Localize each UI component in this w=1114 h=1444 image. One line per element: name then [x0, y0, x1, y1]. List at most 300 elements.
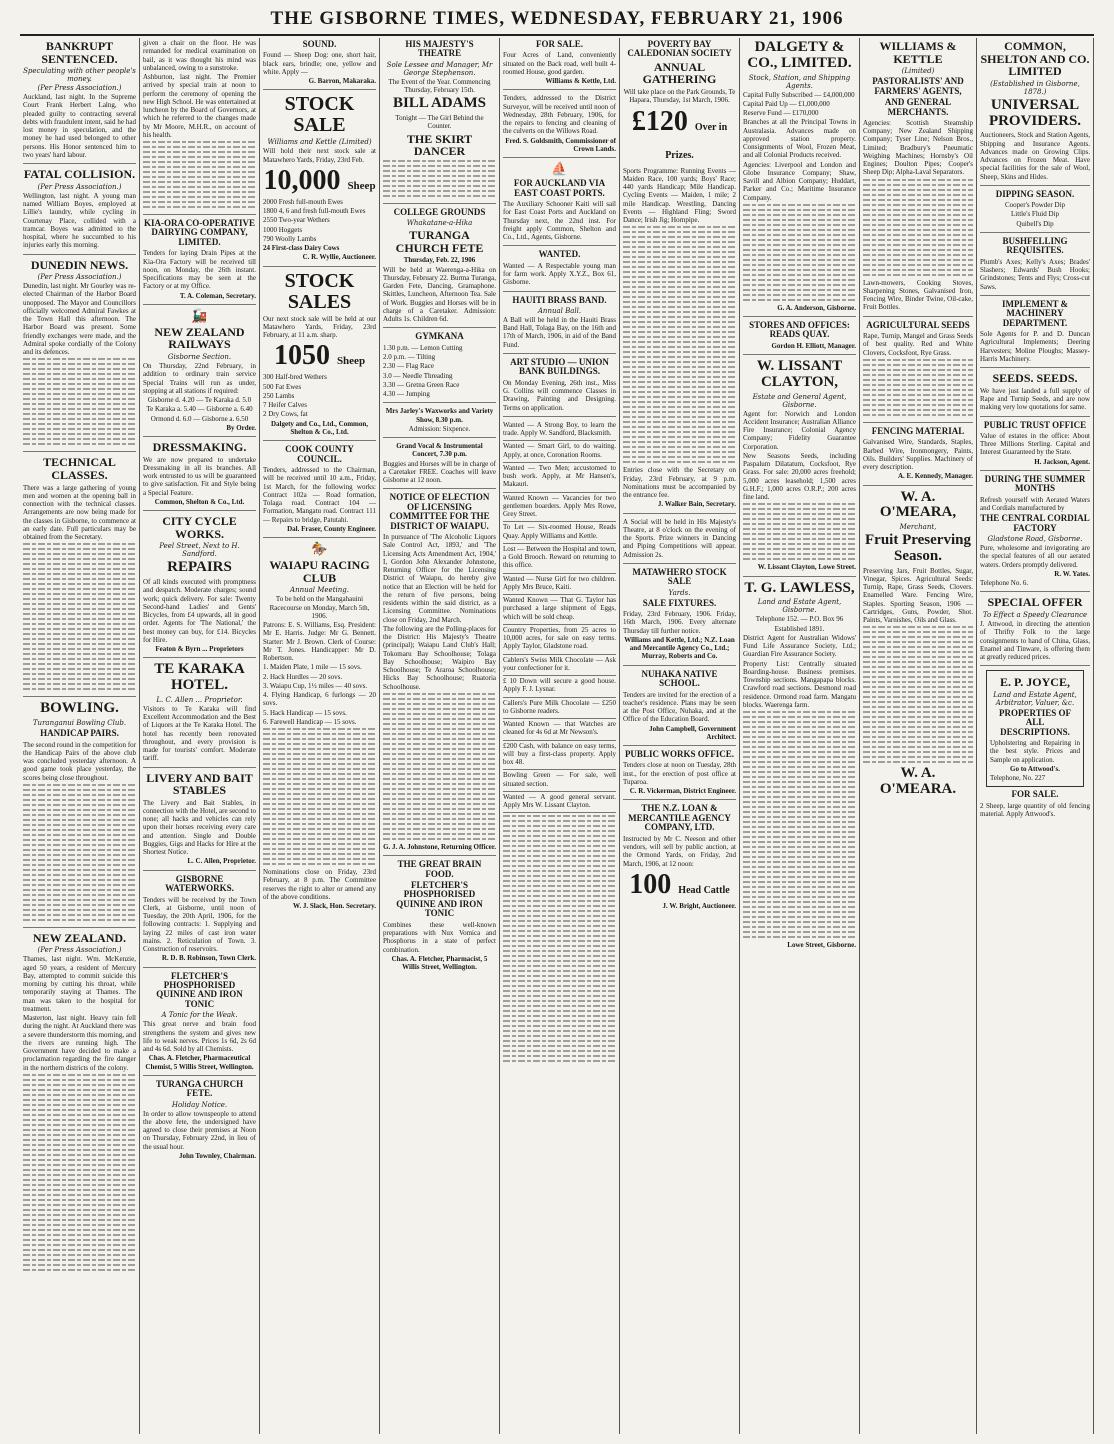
column-1 — [20, 38, 140, 1434]
ad-title: NEW ZEALAND RAILWAYS — [154, 324, 245, 352]
ad-signature: Dal. Fraser, County Engineer. — [287, 524, 376, 533]
williams-kettle-ad — [863, 40, 973, 317]
article-body: given a chair on the floor. He was remanded for medical examination on bail, as it was thought his mind was unbalanced, owing to a sunstroke. — [143, 39, 256, 72]
ad-title: PUBLIC TRUST OFFICE — [983, 419, 1087, 430]
karaka-hotel-ad — [143, 662, 256, 767]
race-event: 5. Hack Handicap — 15 sovs. — [263, 708, 347, 717]
headline: BOWLING. — [40, 700, 119, 717]
county-council-ad — [263, 445, 376, 538]
election-notice — [383, 493, 496, 856]
livery-stables-ad — [143, 772, 256, 871]
common-shelton-ad — [980, 40, 1090, 186]
newspaper-title: THE GISBORNE TIMES, WEDNESDAY, FEBRUARY 21, 1906 — [270, 8, 844, 29]
ad-title: KIA-ORA CO-OPERATIVE DAIRYING COMPANY, LIMITED. — [143, 218, 256, 247]
headline: TECHNICAL CLASSES. — [43, 455, 116, 482]
text-lines — [23, 358, 136, 445]
article-body-2: Ashburton, last night. The Premier arrived by special train at noon to perform the ceremony of opening the new High School. He was entertained at luncheon by the Board of Governors, at which he referred to the changes made by Mr Moore, M.H.R., on account of his health. — [143, 73, 256, 139]
text-lines — [743, 711, 856, 938]
ad-body: On Monday Evening, 26th inst., Miss G. Collins will commence Classes in Drawing, Painting and Designing. Terms on application. — [503, 378, 616, 412]
ad-body: Wanted — A Respectable young man for farm work. Apply X.Y.Z., Box 61, Gisborne. — [503, 261, 616, 287]
bankrupt-article — [23, 40, 136, 164]
ad-signature: Chas. A. Fletcher, Pharmacist, 5 Willis Street, Wellington. — [391, 954, 488, 971]
ad-title: COOK COUNTY COUNCIL. — [285, 444, 354, 464]
ad-title: Grand Vocal & Instrumental Concert, 7.30 p.m. — [396, 442, 483, 459]
race-event: 6. Farewell Handicap — 15 sovs. — [263, 717, 357, 726]
ad-title: LIVERY AND BAIT STABLES — [146, 770, 253, 798]
count-unit: Sheep — [336, 355, 366, 368]
brass-band-ad — [503, 296, 616, 354]
ad-body: Tenders will be received by the Town Clerk, at Gisborne, until noon of Tuesday, the 20th April, 1906, for the following contracts: 1. Supplying and laying 22 miles of cast iron water mains. 2. Reticulation of Town. 3. Construction of reservoirs. — [143, 895, 256, 954]
ad-title: TE KARAKA HOTEL. — [154, 661, 245, 694]
social-notice — [623, 518, 736, 564]
text-lines — [143, 141, 256, 208]
ad-title: SOUND. — [302, 39, 337, 49]
ad-heading: THE CENTRAL CORDIAL FACTORY — [980, 513, 1090, 533]
classified-ad: Wanted Known — that Watches are cleaned for 4s 6d at Mr Newson's. — [503, 720, 616, 741]
masthead — [20, 8, 1094, 36]
ad-title: T. G. LAWLESS, — [744, 579, 855, 596]
ad-subtitle: Land and Estate Agent, Gisborne. — [757, 598, 842, 615]
ad-signature: Williams and Kettle, Ltd.; N.Z. Loan and Mercantile Agency Co., Ltd.; Murray, Roberts and Co. — [624, 635, 735, 661]
text-lines — [863, 626, 973, 763]
stock-item: 7 Heifer Calves — [263, 401, 307, 410]
ad-body: We have just landed a full supply of Rape and Turnip Seeds, and are now making very low quotations for same. — [980, 386, 1090, 412]
section-title: GYMKANA — [415, 331, 464, 342]
ad-signature: G. A. Anderson, Gisborne. — [777, 303, 856, 312]
ad-body: Auctioneers, Stock and Station Agents, Shipping and Insurance Agents. Advances made on Growing Clips. Advances on Frozen Meat. Have special facilities for the sale of Wool, Sheep, Skins and Hides. — [980, 131, 1090, 181]
ad-body: Will take place on the Park Grounds, Te Hapara, Thursday, 1st March, 1906. — [623, 88, 736, 105]
ad-signature: G. J. A. Johnstone, Returning Officer. — [383, 842, 496, 851]
ad-title: COLLEGE GROUNDS — [393, 206, 486, 217]
art-studio-ad — [503, 358, 616, 417]
ad-title: DIPPING SEASON. — [995, 188, 1075, 199]
seeds-ad — [863, 321, 973, 423]
ad-body: In pursuance of 'The Alcoholic Liquors Sale Control Act, 1893,' and 'The Licensing Acts Amendment Act, 1904,' I, Gordon John Alexander Johnstone, Returning Officer for the Licensing District of Waiapu, do hereby give notice that an Election will be held for the return of five persons, being residents within the said district, as a Licensing Committee. Nominations close on Friday, 2nd March. — [383, 533, 496, 624]
technical-article — [23, 456, 136, 697]
agencies: Agencies: Liverpool and London and Globe Insurance Company; Shaw, Savill and Albion Company; Huddart, Parker and Co.; Maritime Insurance Company. — [743, 160, 856, 202]
ad-subtitle: Merchant, — [899, 523, 937, 532]
classified-ad: Callers's Pure Milk Chocolate — £250 to Gisborne readers. — [503, 699, 616, 720]
ad-body: Rape, Turnip, Mangel and Grass Seeds of best quality. Red and White Clovers, Cocksfoot, Rye Grass. — [863, 332, 973, 357]
ad-subtitle: Gladstone Road, Gisborne. — [987, 535, 1083, 544]
ad-body-2: Tonight — The Girl Behind the Counter. — [395, 114, 484, 131]
ad-heading: FLETCHER'S PHOSPHORISED QUININE AND IRON TONIC — [396, 880, 483, 919]
ad-signature: John Campbell, Government Architect. — [649, 724, 736, 741]
ad-body: Will hold their next stock sale at Matawhero Yards, Friday, 23rd Feb. — [263, 147, 376, 164]
text-lines — [743, 503, 856, 560]
text-lines — [863, 179, 973, 276]
public-trust-ad — [980, 421, 1090, 471]
dip-item: Little's Fluid Dip — [1011, 210, 1059, 219]
column-2 — [140, 38, 260, 1434]
programme-item: 1.30 p.m. — Lemon Cutting — [383, 343, 463, 352]
ad-signature: Chas. A. Fletcher, Pharmaceutical Chemist, 5 Willis Street, Wellington. — [145, 1054, 254, 1071]
racing-club-ad — [263, 542, 376, 914]
church-fete-notice — [143, 1080, 256, 1164]
classified-ad: Country Properties, from 25 acres to 10,000 acres, for sale on easy terms. Apply Taylor, Gladstone road. — [503, 626, 616, 655]
ad-heading: PASTORALISTS' AND FARMERS' AGENTS, — [872, 76, 964, 96]
caledonian-ad — [623, 40, 736, 514]
ad-signature: W. J. Slack, Hon. Secretary. — [292, 902, 376, 910]
fete-date: Thursday, Feb. 22, 1906 — [403, 256, 476, 265]
press-association: (Per Press Association.) — [37, 182, 122, 191]
press-association: (Per Press Association.) — [37, 946, 122, 955]
ad-body: Of all kinds executed with promptness and despatch. Moderate charges; sound work; quick delivery. For sale: Twenty Second-hand Ladies' and Gents' Bicycles, from £4 upwards, all in good order. Agents for 'The National,' the best money can buy, for £14. Bicycles for Hire. — [143, 578, 256, 644]
ad-subtitle: Peel Street, Next to H. Sandford. — [159, 542, 240, 559]
ad-title: PUBLIC WORKS OFFICE. — [624, 749, 735, 759]
ad-body: District Agent for Australian Widows' Fund Life Assurance Society, Ltd.; Guardian Fire Assurance Society. — [743, 633, 856, 659]
ad-body: Galvanised Wire, Standards, Staples, Barbed Wire, Ironmongery, Paints, Oils. Builders' Supplies. Machinery of every description. — [863, 438, 973, 472]
ad-title: E. P. JOYCE, — [1000, 675, 1070, 690]
column-5 — [500, 38, 620, 1434]
dip-item: Cooper's Powder Dip — [1005, 201, 1065, 210]
ad-title: CITY CYCLE WORKS. — [162, 514, 237, 541]
programme-item: 3.0 — Needle Threading — [383, 371, 453, 380]
classified-ad: £200 Cash, with balance on easy terms, will buy a first-class property. Apply box 48. — [503, 742, 616, 771]
count-unit: Sheep — [347, 179, 376, 192]
ad-body: This great nerve and brain food strengthens the system and gives new life to weak nerves. Prices 1s 6d, 2s 6d and 4s 6d. Sold by all Chemists. — [143, 1020, 256, 1054]
ad-title: AGRICULTURAL SEEDS — [866, 319, 970, 330]
ad-body: Value of estates in the office: About Three Millions Sterling. Capital and Interest Guaranteed by the State. — [980, 431, 1090, 457]
fatal-article — [23, 168, 136, 254]
ad-body: Instructed by Mr C. Neeson and other vendors, will sell by public auction, at the Ormond Yards, on Friday, 2nd March, 1906, at 12 noon: — [623, 834, 736, 868]
dip-item: Quibell's Dip — [1016, 219, 1054, 228]
reads-quay-notice — [743, 321, 856, 355]
count-value: 10,000 — [263, 164, 341, 196]
ad-title: WILLIAMS & KETTLE — [879, 39, 957, 66]
race-event: 4. Flying Handicap, 6 furlongs — 20 sovs. — [263, 691, 376, 708]
ad-subtitle: Land and Estate Agent, Arbitrator, Valuer, &c. — [993, 690, 1077, 707]
article-body-2: Masterton, last night. Heavy rain fell during the night. At Auckland there was a severe thunderstorm this morning, and the rivers are running high. The Government have decided to make a proclamation regarding the fire danger in the northern districts of the colony. — [23, 1014, 136, 1072]
ad-body: A Ball will be held in the Hauiti Brass Band Hall, Tolaga Bay, on the 16th and 17th of March, 1906, in aid of the Band Fund. — [503, 315, 616, 349]
special-offer-ad — [980, 596, 1090, 666]
brain-food-ad — [383, 860, 496, 975]
column-8 — [860, 38, 977, 1434]
ad-title: GISBORNE WATERWORKS. — [165, 873, 234, 894]
classified-ad: Wanted — Nurse Girl for two children. Apply Mrs Bruce, Kaiti. — [503, 575, 616, 596]
ad-heading: UNIVERSAL PROVIDERS. — [988, 96, 1082, 129]
ad-title: MATAWHERO STOCK SALE — [632, 566, 727, 587]
capital-row: Capital Paid Up — £1,000,000 — [743, 99, 830, 108]
article-body: Dunedin, last night. Mr Gourley was re-elected Chairman of the Harbor Board unopposed. The Mayor and Councillors officially welcomed Admiral Fawkes at the Town Hall this afternoon. The Harbor Board was present. Some friendly exchanges were made, and the Admiral spoke cordially of the Colony and its defences. — [23, 282, 136, 357]
ad-heading: SALE FIXTURES. — [642, 597, 717, 608]
text-lines — [23, 543, 136, 690]
cycle-works-ad — [143, 515, 256, 658]
ad-body: 2 Sheep, large quantity of old fencing material. Apply Attwood's. — [980, 801, 1090, 819]
ad-body: To be held on the Mangahauini Racecourse on Monday, March 5th, 1906. — [269, 595, 370, 620]
stock-sales-ad — [263, 271, 376, 442]
programme-item: 4.30 — Jumping — [383, 390, 430, 399]
ad-title: FLETCHER'S PHOSPHORISED QUININE AND IRON TONIC — [156, 970, 243, 1009]
ad-body: Tenders close at noon on Tuesday, 28th inst., for the erection of post office at Tuparoa. — [623, 761, 736, 786]
stock-item: 1800 4, 6 and fresh full-mouth Ewes — [263, 207, 366, 216]
theatre-ad — [383, 40, 496, 204]
article-body: Auckland, last night. In the Supreme Court Frank Herbert Lalng, who pleaded guilty to contracting several debts with fraudulent intent, said he had lost money in speculation, and the money he had used belonged to other persons. His Honor sentenced him to two years' hard labour. — [23, 93, 136, 159]
ad-signature: J. W. Bright, Auctioneer. — [662, 901, 736, 910]
ad-body: Our next stock sale will be held at our Matawhero Yards, Friday, 23rd February, at 11 a.m. sharp. — [263, 314, 376, 340]
college-fete-ad — [383, 208, 496, 329]
properties: New Seasons Seeds, including Paspalum Dilatatum, Cocksfoot, Rye Grass. For sale: 20,000 acres freehold; 5,000 acres leasehold; 1,500 acres G.H.F.; 1,000 acres O.R.P.; 200 acres fine land. — [743, 451, 856, 502]
ad-title: W. A. O'MEARA, — [879, 488, 957, 521]
ad-body: Tenders for laying Drain Pipes at the Kia-Ora Factory will be received till noon, on Monday, the 26th instant. Specifications may be seen at the Factory or at my Office. — [143, 249, 256, 291]
stock-item: 250 Lambs — [263, 391, 295, 400]
omeara-ad — [863, 490, 973, 803]
text-lines — [863, 359, 973, 416]
ad-subtitle: Williams and Kettle (Limited) — [267, 138, 372, 147]
ad-subtitle: (Limited) — [901, 67, 935, 76]
subhead: Turanganui Bowling Club. — [32, 719, 127, 728]
ad-signature: L. C. Allen, Proprietor. — [187, 857, 256, 866]
text-lines — [623, 226, 736, 463]
polling-places: The following are the Polling-places for the District: His Majesty's Theatre (principal); Waiapu Land Club's Hall; Tokomaru Bay Schoolhouse; Tolaga Bay Schoolhouse; Waipiro Bay Schoolhouse; Te Araroa Schoolhouse; Hicks Bay Schoolhouse; Ruatoria Schoolhouse. — [383, 624, 496, 691]
fletcher-tonic-ad — [143, 972, 256, 1076]
count-value: 1050 — [273, 340, 330, 372]
ad-title: COMMON, SHELTON AND CO. LIMITED — [980, 39, 1090, 79]
shipping-ad — [503, 162, 616, 246]
classified-ad: Cablers's Swiss Milk Chocolate — Ask your confectioner for it. — [503, 656, 616, 677]
classified-ad: Wanted — Two Men; accustomed to bush work. Apply, at Mr Hansen's, Makauri. — [503, 464, 616, 493]
ad-body: Preserving Jars, Fruit Bottles, Sugar, Vinegar, Spices. Agricultural Seeds: Turnip, Rape, Grass Seeds, Clovers. Enamelled Ware. Fencing Wire, Staples. Sporting Season, 1906 — Cartridges, Guns, Powder, Shot. Paints, Varnishes, Oils and Glass. — [863, 566, 973, 625]
classified-ad: Wanted — Smart Girl, to do waiting. Apply, at once, Coronation Rooms. — [503, 442, 616, 463]
classified-list — [503, 421, 616, 1063]
ad-signature: R. D. B. Robinson, Town Clerk. — [161, 954, 256, 963]
ad-signature: H. Jackson, Agent. — [1034, 457, 1090, 466]
press-association: (Per Press Association.) — [37, 84, 122, 93]
text-lines — [23, 784, 136, 921]
sheep-count — [263, 164, 376, 196]
ad-title: NUHAKA NATIVE SCHOOL. — [641, 668, 718, 689]
classified-ad: Wanted — A good general servant. Apply Mrs W. Lissant Clayton. — [503, 793, 616, 814]
text-lines — [263, 728, 376, 865]
ad-body: The Auxiliary Schooner Kaiti will sail for East Coast Ports and Auckland on Thursday next, the 22nd inst. For freight apply Common, Shelton and Co., Ltd., Agents, Gisborne. — [503, 200, 616, 242]
stock-item: 2 Dry Cows, fat — [263, 410, 308, 419]
found-notice — [263, 40, 376, 90]
ad-body: Agent for: Norwich and London Accident Insurance; Australian Alliance Fire Insurance; Colonial Agency Company; Fidelity Guarantee Corporation. — [743, 409, 856, 451]
matawhero-sale-ad — [623, 568, 736, 666]
headline: NEW ZEALAND. — [32, 930, 127, 945]
ad-title: NOTICE OF ELECTION OF LICENSING COMMITTEE FOR THE DISTRICT OF WAIAPU. — [389, 492, 490, 531]
ad-title: FOR SALE. — [1011, 789, 1059, 800]
ad-body: In order to allow townspeople to attend the above fete, the undersigned have agreed to close their premises at Noon on Thursday, February 22nd, in lieu of the usual hour. — [143, 1109, 256, 1151]
programme-item: 3.30 — Gretna Green Race — [383, 380, 460, 389]
conditions: Nominations close on Friday, 23rd February, at 8 p.m. The Committee reserves the right to alter or amend any of the above conditions. — [263, 868, 376, 901]
sheep-count — [263, 342, 376, 370]
ad-signature: John Townley, Chairman. — [178, 1151, 256, 1160]
public-works-ad — [623, 750, 736, 800]
clayton-ad — [743, 359, 856, 577]
stock-item: 500 Fat Ewes — [263, 382, 302, 391]
prize-label: Over in Prizes. — [665, 121, 728, 161]
lawless-ad — [743, 581, 856, 954]
joyce-ad — [986, 670, 1084, 787]
classified-ad: To Let — Six-roomed House, Reads Quay. Apply Williams and Kettle. — [503, 523, 616, 544]
ad-body: The Event of the Year. Commencing Thursday, February 15th. — [388, 77, 491, 95]
press-association: (Per Press Association.) — [37, 273, 122, 282]
classified-ad: Wanted Known — That G. Taylor has purchased a large shipment of Eggs, which will be sold cheap. — [503, 596, 616, 625]
ad-body: On Thursday, 22nd February, in addition to ordinary train service Special Trains will run as under, stopping at all stations if required: — [143, 362, 256, 395]
ad-signature: T. A. Coleman, Secretary. — [179, 291, 256, 300]
stock-sale-ad — [263, 94, 376, 266]
text-lines — [503, 815, 616, 1062]
continued-article — [143, 39, 256, 215]
ad-body: Upholstering and Repairing in the best style. Prices and Sample on application. — [990, 739, 1080, 764]
ad-heading: REPAIRS — [167, 559, 232, 576]
ad-body: Tenders are invited for the erection of a teacher's residence. Plans may be seen at the Post Office, Nuhaka, and at the Office of the Education Board. — [623, 690, 736, 724]
classified-ad: Lost — Between the Hospital and town, a Gold Brooch. Reward on returning to this office. — [503, 545, 616, 574]
telephone: Telephone, No. 227 — [990, 774, 1046, 783]
property-list: Property List: Centrally situated Boarding-house. Business premises. Township sections. Mangapapa blocks. Crawford road sections. Desmond road residence. Ormond road farm. Mangatu blocks. Waerenga farm. — [743, 659, 856, 709]
ad-title: WAIAPU RACING CLUB — [269, 558, 370, 585]
new-zealand-article — [23, 932, 136, 1277]
capital-row: Capital Fully Subscribed — £4,000,000 — [743, 90, 855, 99]
article-body: Thames, last night. Wm. McKenzie, aged 50 years, a resident of Mercury Bay, attempted to commit suicide this morning by cutting his throat, while temporarily staying at Thames. The man was taken to the hospital for treatment. — [23, 955, 136, 1013]
conditions: Entries close with the Secretary on Friday, 23rd February, at 9 p.m. Nominations must be accompanied by the entrance fee. — [623, 466, 736, 500]
seeds-notice — [980, 372, 1090, 416]
ad-body: J. Attwood, in directing the attention of Thrifty Folk to the large consignments to hand of China, Glass, Enamel and Tinware, is offering them at greatly reduced prices. — [980, 620, 1090, 662]
ad-body: Visitors to Te Karaka will find Excellent Accommodation and the Best of Liquors at the Te Karaka Hotel. The hotel has recently been renovated throughout, and every provision is made for tourists' comfort. Moderate tariff. — [143, 704, 256, 763]
ad-title: TURANGA CHURCH FETE. — [155, 1078, 244, 1099]
ad-signature: Gordon H. Elliott, Manager. — [771, 341, 856, 350]
ad-title: WANTED. — [538, 249, 581, 260]
ad-title: BUSHFELLING REQUISITES. — [1002, 235, 1068, 256]
horse-icon: 🏇 — [311, 542, 328, 558]
ad-signature: Common, Shelton & Co., Ltd. — [154, 497, 245, 506]
ad-body: We are now prepared to undertake Dressmaking in all its branches. All work entrusted to us will be guaranteed to give satisfaction. Fit and Style being a Special Feature. — [143, 455, 256, 497]
ad-signature: Go to Attwood's. — [1010, 764, 1060, 773]
locomotive-icon: 🚂 — [191, 308, 208, 324]
ad-title: FOR SALE. — [535, 39, 583, 49]
ad-subtitle: Annual Meeting. — [290, 586, 349, 595]
ad-signature: C. R. Wyllie, Auctioneer. — [302, 253, 376, 262]
text-lines — [743, 204, 856, 301]
waxworks-ad — [383, 407, 496, 438]
gymkana-programme — [383, 332, 496, 403]
ad-signature: Williams & Kettle, Ltd. — [545, 77, 616, 86]
ad-body: A Social will be held in His Majesty's Theatre, at 8 o'clock on the evening of the Sports. Prize winners in Dancing and Piping Competitions will appear. Admission 2s. — [623, 517, 736, 559]
ad-title: POVERTY BAY CALEDONIAN SOCIETY — [627, 39, 732, 59]
dalgety-ad — [743, 40, 856, 317]
dunedin-article — [23, 259, 136, 453]
ad-body-2: Pure, wholesome and invigorating are the special features of all our aerated waters. Orders promptly delivered. — [980, 544, 1090, 569]
ad-signature: Dalgety and Co., Ltd., Common, Shelton & Co., Ltd. — [270, 419, 369, 436]
ad-subtitle: (Established in Gisborne, 1878.) — [990, 79, 1080, 96]
count-value: 100 — [629, 868, 672, 900]
ad-subtitle: Annual Ball. — [537, 306, 582, 315]
agencies: Agencies: Scottish Steamship Company; New Zealand Shipping Company; Tyser Line; Nelson Bros., Limited; Bradbury's Pneumatic Weighing Machines; Hornsby's Oil Engines; Doulton Pipes; Cooper's Sheep Dip; Alpha-Laval Separators. — [863, 118, 973, 177]
stock-item: 24 First-class Dairy Cows — [263, 244, 340, 253]
ad-title: STOCK SALES — [284, 269, 355, 313]
fencing-ad — [863, 427, 973, 486]
implement-ad — [980, 300, 1090, 368]
ad-body: Buggies and Horses will be in charge of a Caretaker FREE. Coaches will leave Gisborne at 12 noon. — [383, 459, 496, 485]
ad-body: Sole Agents for P. and D. Duncan Agricultural Implements; Deering Harvesters; Moline Ploughs; Massey-Harris Machinery. — [980, 330, 1090, 363]
ad-body: The Livery and Bait Stables, in connection with the Hotel, are second to none; all hacks and vehicles can rely upon their horses receiving every care and attention. Single and Double Buggies, Gigs and Hacks for Hire at the Shortest Notice. — [143, 798, 256, 857]
ad-body: Plumb's Axes; Kelly's Axes; Brades' Slashers; Edwards' Bush Hooks; Grindstones; Tents and Flys; Cross-cut Saws. — [980, 257, 1090, 291]
dairy-tender-ad — [143, 219, 256, 305]
ad-title: DALGETY & CO., LIMITED. — [747, 39, 852, 71]
column-4 — [380, 38, 500, 1434]
prize-amount — [623, 105, 736, 164]
race-event: 1. Maiden Plate, 1 mile — 15 sovs. — [263, 663, 362, 672]
wanted-ad — [503, 250, 616, 291]
ad-title: IMPLEMENT & MACHINERY DEPARTMENT. — [1001, 298, 1069, 328]
ad-title: W. LISSANT CLAYTON, — [756, 358, 843, 390]
headline: BANKRUPT SENTENCED. — [41, 39, 118, 66]
stock-item: 2550 Two-year Wethers — [263, 216, 330, 225]
ad-subtitle: Estate and General Agent, Gisborne. — [752, 392, 847, 409]
ad-body: Will be held at Waerenga-a-Hika on Thursday, February 22. Burma Turanga, Garden Fete, Dancing, Gramaphone. Skittles, Luncheon, Afternoon Tea. Sale of Work. Buggies and Horses will be in charge of a Caretaker. Admission: Adults 1s. Children 6d. — [383, 265, 496, 324]
for-sale-notice — [980, 790, 1090, 822]
ad-signature: J. Walker Bain, Secretary. — [657, 500, 736, 509]
ad-subtitle: Stock, Station, and Shipping Agents. — [748, 73, 851, 90]
classified-ad: Wanted — A Strong Boy, to learn the trade. Apply W. Sandford, Blacksmith. — [503, 421, 616, 442]
ad-title: SEEDS. SEEDS. — [992, 371, 1078, 386]
ad-body: Found — Sheep Dog: one, short hair, black ears, brindle; one, yellow and white. Apply — — [263, 51, 376, 76]
prize-value: £120 — [631, 105, 688, 137]
sports-programme: Sports Programme: Running Events — Maiden Race, 100 yards; Boys' Race; 440 yards Handicap; Mile Handicap. Cycling Events — Maiden, 1 mile; 2 mile Handicap. Wrestling, Dancing Events — Highland Fling; Sword Dance; Irish Jig; Hornpipe. — [623, 166, 736, 225]
ad-subtitle: Yards. — [668, 588, 691, 597]
subhead: Speculating with other people's money. — [23, 67, 136, 84]
ad-title: ART STUDIO — UNION BANK BUILDINGS. — [510, 356, 609, 377]
article-body: The second round in the competition for the Handicap Pairs of the above club was concluded yesterday afternoon. A good game took place yesterday, the scores being close throughout. — [23, 740, 136, 782]
ad-title: THE N.Z. LOAN & MERCANTILE AGENCY COMPANY, LTD. — [628, 803, 731, 833]
stock-item: 300 Half-bred Wethers — [263, 373, 327, 382]
ad-heading: ANNUAL GATHERING — [642, 59, 717, 87]
ad-body: Refresh yourself with Aerated Waters and Cordials manufactured by — [980, 495, 1090, 513]
race-event: 2. Hack Hurdles — 20 sovs. — [263, 672, 343, 681]
ad-subtitle: To Effect a Speedy Clearance — [982, 611, 1088, 620]
telephone: Telephone No. 6. — [980, 579, 1029, 588]
ad-title: STORES AND OFFICES: READS QUAY. — [749, 320, 850, 340]
stock-item: 790 Woolly Lambs — [263, 234, 317, 243]
subheadline: HANDICAP PAIRS. — [40, 728, 119, 739]
goods: Lawn-mowers, Cooking Stoves, Sharpening Stones, Galvanised Iron, Fencing Wire, Binder Twine, Oil-cake, Fruit Bottles. — [863, 278, 973, 312]
ad-title: SPECIAL OFFER — [987, 595, 1083, 610]
ad-subtitle: Whakatane-a-Hika — [406, 219, 473, 228]
ad-signature: Featon & Byrn ... Proprietors — [155, 645, 244, 654]
capital-row: Reserve Fund — £170,000 — [743, 109, 819, 117]
classified-ad: Bowling Green — For sale, well situated section. — [503, 771, 616, 792]
dressmaking-ad — [143, 441, 256, 511]
ad-signature: Lowe Street, Gisborne. — [787, 941, 856, 950]
dipping-ad — [980, 190, 1090, 233]
railways-ad — [143, 309, 256, 437]
ad-body: Branches at all the Principal Towns in Australasia. Advances made on approved station property. Consignments of Wool, Frozen Meat, and all Colonial Products received. — [743, 118, 856, 160]
programme-item: 2.30 — Flag Race — [383, 362, 434, 371]
ad-signature: A. E. Kennedy, Manager. — [898, 472, 973, 481]
timetable-row: Ormond d. 6.0 — Gisborne a. 6.50 — [150, 414, 249, 423]
ad-title: HIS MAJESTY'S THEATRE — [405, 39, 474, 59]
ad-heading: TURANGA CHURCH FETE — [395, 228, 484, 255]
headline: DUNEDIN NEWS. — [30, 257, 129, 272]
column-7 — [740, 38, 860, 1434]
ad-body: Combines these well-known preparations with Nux Vomica and Phosphorus in a state of perfect combination. — [383, 920, 496, 954]
ad-body: Friday, 23rd February, 1906. Friday, 16th March, 1906. Every alternate Thursday till further notice. — [623, 610, 736, 635]
ad-title: STOCK SALE — [284, 93, 355, 137]
established: Established 1891. — [774, 624, 825, 633]
cattle-count — [623, 868, 736, 900]
loan-agency-ad — [623, 804, 736, 914]
ad-title: Mrs Jarley's Waxworks and Variety Show, 8.30 p.m. — [385, 407, 494, 424]
cordial-factory-ad — [980, 475, 1090, 593]
ad-heading: Fruit Preserving Season. — [865, 532, 971, 564]
headline: FATAL COLLISION. — [23, 167, 136, 182]
column-3 — [260, 38, 380, 1434]
column-6 — [620, 38, 740, 1434]
column-9 — [977, 38, 1094, 1434]
ad-signature: Fred. S. Goldsmith, Commissioner of Crown Lands. — [505, 136, 616, 153]
ad-body: Admission: Sixpence. — [408, 424, 471, 433]
